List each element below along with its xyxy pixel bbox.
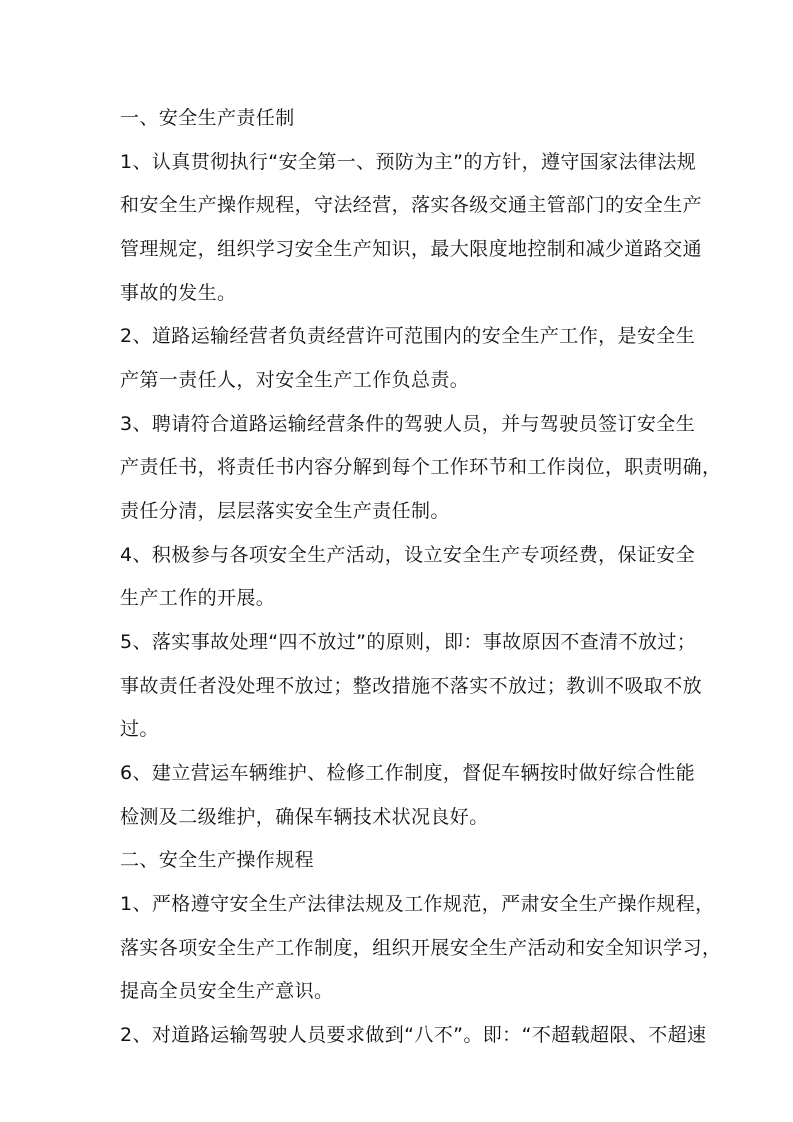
paragraph-line: 检测及二级维护，确保车辆技术状况良好。	[120, 806, 489, 828]
paragraph-line: 4、积极参与各项安全生产活动，设立安全生产专项经费，保证安全	[120, 544, 696, 566]
paragraph-line: 落实各项安全生产工作制度，组织开展安全生产活动和安全知识学习，	[120, 937, 722, 959]
paragraph-line: 产第一责任人，对安全生产工作负总责。	[120, 369, 470, 391]
paragraph-line: 生产工作的开展。	[120, 587, 276, 609]
paragraph-line: 和安全生产操作规程，守法经营，落实各级交通主管部门的安全生产	[120, 194, 703, 216]
paragraph-line: 责任分清，层层落实安全生产责任制。	[120, 500, 450, 522]
paragraph-line: 事故责任者没处理不放过；整改措施不落实不放过；教训不吸取不放	[120, 675, 703, 697]
paragraph-line: 管理规定，组织学习安全生产知识，最大限度地控制和减少道路交通	[120, 238, 703, 260]
section-heading-responsibility: 一、安全生产责任制	[120, 107, 295, 129]
paragraph-line: 1、严格遵守安全生产法律法规及工作规范，严肃安全生产操作规程，	[120, 893, 715, 915]
paragraph-line: 产责任书，将责任书内容分解到每个工作环节和工作岗位，职责明确，	[120, 456, 722, 478]
paragraph-line: 过。	[120, 718, 159, 740]
paragraph-line: 1、认真贯彻执行“安全第一、预防为主”的方针，遵守国家法律法规	[120, 151, 697, 173]
paragraph-line: 2、道路运输经营者负责经营许可范围内的安全生产工作，是安全生	[120, 325, 696, 347]
paragraph-line: 5、落实事故处理“四不放过”的原则，即：事故原因不查清不放过；	[120, 631, 697, 653]
paragraph-line: 提高全员安全生产意识。	[120, 980, 334, 1002]
paragraph-line: 2、对道路运输驾驶人员要求做到“八不”。即：“不超载超限、不超速	[120, 1024, 707, 1046]
paragraph-line: 6、建立营运车辆维护、检修工作制度，督促车辆按时做好综合性能	[120, 762, 696, 784]
section-heading-operating-rules: 二、安全生产操作规程	[120, 849, 315, 871]
paragraph-line: 事故的发生。	[120, 282, 237, 304]
paragraph-line: 3、聘请符合道路运输经营条件的驾驶人员，并与驾驶员签订安全生	[120, 413, 696, 435]
